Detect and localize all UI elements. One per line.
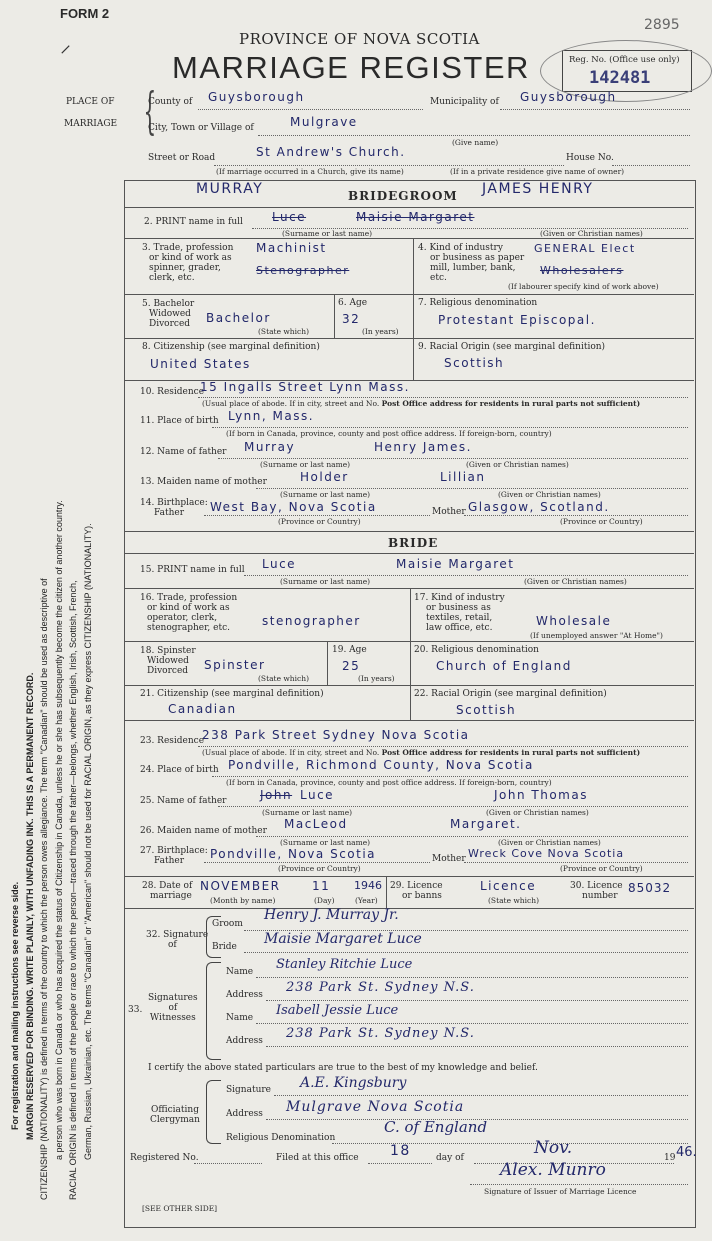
divider (124, 294, 694, 295)
divider (368, 1163, 432, 1164)
divider (198, 397, 688, 398)
witness-2-name-label: Name (226, 1013, 254, 1023)
field-14-mother-caption: (Province or Country) (560, 517, 643, 526)
field-4-l2: or business as paper (430, 253, 525, 263)
field-10-caption (202, 400, 640, 408)
municipality-value: Guysborough (520, 90, 617, 104)
field-12-surname: Murray (244, 440, 296, 454)
field-4-value-struck: Wholesalers (540, 264, 624, 277)
field-13-given: Lillian (440, 470, 486, 484)
certify-statement: I certify the above stated particulars are true to the best of my knowledge and belief. (148, 1063, 538, 1073)
field-6-label: 6. Age (338, 298, 368, 308)
field-7-label: 7. Religious denomination (418, 298, 538, 308)
divider (334, 294, 335, 338)
reg-no-value: 142481 (589, 68, 651, 88)
field-8-value: United States (150, 357, 251, 371)
house-no-label: House No. (566, 153, 614, 163)
field-5-label (142, 299, 194, 329)
witness-bracket (206, 962, 221, 1060)
field-4-l1: 4. Kind of industry (418, 243, 503, 253)
field-25-given: John Thomas (494, 788, 588, 802)
field-17-l1: 17. Kind of industry (414, 593, 505, 603)
field-17-l3: textiles, retail, (426, 613, 493, 623)
sidebar-line-2: MARGIN RESERVED FOR BINDING. WRITE PLAINLY, WITH UNFADING INK. THIS IS A PERMANENT RECORD. (24, 672, 35, 1140)
municipality-label: Municipality of (430, 97, 499, 107)
field-14-mother-label: Mother (432, 507, 466, 517)
field-15-given: Maisie Margaret (396, 557, 515, 571)
field-9-label: 9. Racial Origin (see marginal definition) (418, 342, 606, 352)
field-29-label (390, 881, 443, 901)
field-18-l2: Widowed (147, 656, 189, 666)
field-25-struck: John (260, 788, 293, 802)
divider (124, 207, 694, 208)
clergy-signature: A.E. Kingsbury (300, 1075, 407, 1091)
divider (124, 338, 694, 339)
field-3-l4: clerk, etc. (149, 273, 195, 283)
municipality-line (500, 109, 690, 110)
field-16-l3: operator, clerk, (147, 613, 218, 623)
field-17-l2: or business as (426, 603, 491, 613)
field-18-value: Spinster (204, 658, 266, 672)
field-6-value: 32 (342, 312, 361, 326)
field-2-label-text: 2. PRINT name in full (144, 217, 243, 227)
divider (212, 427, 688, 428)
bride-sig-label: Bride (212, 942, 237, 952)
field-28-l2: marriage (150, 891, 192, 901)
field-4-l4: etc. (430, 273, 447, 283)
witness-2-address: 238 Park St. Sydney N.S. (286, 1026, 475, 1041)
field-23-caption-a: (Usual place of abode. If in city, street and No. (202, 748, 380, 757)
divider (274, 1095, 688, 1096)
field-32-l1: 32. Signature (146, 930, 209, 940)
filed-year: 46. (676, 1145, 697, 1160)
divider (124, 238, 694, 239)
field-28-month-caption: (Month by name) (210, 896, 276, 905)
year-prefix: 19 (664, 1153, 676, 1163)
sidebar-line-4: a person who was born in Canada or who has acquired the status of Citizenship in Canada, unless he or she has subsequently become the citizen of another country. (53, 500, 64, 1160)
field-2-given-caption: (Given or Christian names) (540, 229, 643, 238)
groom-section-header: BRIDEGROOM (348, 189, 458, 203)
street-label: Street or Road (148, 153, 216, 163)
field-17-caption: (If unemployed answer "At Home") (530, 631, 663, 640)
field-2-surname: Luce (272, 210, 307, 224)
place-label-2: MARRIAGE (64, 119, 118, 129)
divider (124, 720, 694, 721)
field-4-value: GENERAL Elect (534, 242, 636, 255)
residence-note: (If in a private residence give name of owner) (450, 167, 625, 176)
field-28-day: 11 (312, 879, 331, 893)
divider (266, 1000, 688, 1001)
street-value: St Andrew's Church. (256, 145, 406, 159)
archive-number: 2895 (644, 17, 680, 33)
field-3-l3: spinner, grader, (149, 263, 221, 273)
sidebar-line-5: RACIAL ORIGIN is defined in terms of the people or race to which the person—traced through the father—belongs, whether English, Irish, Scottish, French, (68, 580, 78, 1200)
field-3-value-struck: Stenographer (256, 264, 350, 277)
officiating-bracket (206, 1080, 221, 1144)
field-20-label: 20. Religious denomination (414, 645, 539, 655)
field-12-label: 12. Name of father (140, 447, 227, 457)
divider (244, 575, 688, 576)
field-28-l1: 28. Date of (142, 881, 193, 891)
field-27-mother: Wreck Cove Nova Scotia (468, 847, 625, 860)
field-18-caption: (State which) (258, 674, 309, 683)
officiating-label (150, 1105, 200, 1125)
field-4-label (418, 243, 524, 283)
field-14-father: West Bay, Nova Scotia (210, 500, 377, 514)
field-18-label (140, 646, 196, 676)
field-14-father-label: Father (154, 508, 185, 518)
field-5-l2: Widowed (149, 309, 191, 319)
field-17-label (414, 593, 505, 633)
filed-label: Filed at this office (276, 1153, 359, 1163)
field-33-label: 33. (128, 1005, 143, 1015)
witness-label-l1: Signatures (148, 993, 198, 1003)
field-4-l3: mill, lumber, bank, (430, 263, 516, 273)
province-heading: PROVINCE OF NOVA SCOTIA (239, 30, 480, 48)
divider (332, 1143, 688, 1144)
groom-signature: Henry J. Murray Jr. (264, 907, 399, 923)
field-18-l1: 18. Spinster (140, 646, 196, 656)
field-26-surname-caption: (Surname or last name) (280, 838, 371, 847)
field-2-given: Maisie Margaret (356, 210, 475, 224)
clergy-address: Mulgrave Nova Scotia (286, 1099, 465, 1115)
field-19-value: 25 (342, 659, 361, 673)
field-28-year: 1946 (354, 879, 382, 892)
issuer-signature: Alex. Munro (500, 1160, 606, 1180)
field-27-father-label: Father (154, 856, 185, 866)
field-16-l1: 16. Trade, profession (140, 593, 238, 603)
field-13-given-caption: (Given or Christian names) (498, 490, 601, 499)
field-24-caption: (If born in Canada, province, county and post office address. If foreign-born, country) (226, 778, 552, 787)
field-17-l4: law office, etc. (426, 623, 493, 633)
field-10-label: 10. Residence (140, 387, 205, 397)
field-8-label: 8. Citizenship (see marginal definition) (142, 342, 320, 352)
field-15-surname-caption: (Surname or last name) (280, 577, 371, 586)
street-line (214, 165, 564, 166)
divider (464, 862, 688, 863)
divider (124, 876, 694, 877)
field-17-value: Wholesale (536, 614, 612, 628)
sidebar-instructions (8, 160, 95, 1200)
witness-label-l3: Witnesses (149, 1013, 196, 1023)
field-27-father: Pondville, Nova Scotia (210, 847, 377, 861)
field-11-value: Lynn, Mass. (228, 409, 315, 423)
field-3-l1: 3. Trade, profession (142, 243, 234, 253)
divider (256, 1023, 688, 1024)
groom-sig-label: Groom (212, 919, 243, 929)
registered-label: Registered No. (130, 1153, 199, 1163)
field-32-l2: of (168, 940, 177, 950)
field-22-value: Scottish (456, 703, 517, 717)
city-line (258, 135, 690, 136)
field-27-label (140, 846, 208, 866)
field-26-surname: MacLeod (284, 817, 348, 831)
divider (256, 977, 688, 978)
groom-header-surname: MURRAY (196, 181, 264, 197)
groom-header-given: JAMES HENRY (482, 181, 594, 197)
field-9-value: Scottish (444, 356, 505, 370)
see-other-side: [SEE OTHER SIDE] (142, 1204, 218, 1213)
field-21-value: Canadian (168, 702, 237, 716)
divider (386, 876, 387, 908)
field-27-mother-label: Mother (432, 854, 466, 864)
field-25-surname: Luce (300, 788, 335, 802)
witness-1-name-label: Name (226, 967, 254, 977)
field-28-day-caption: (Day) (314, 896, 335, 905)
divider (204, 515, 430, 516)
field-26-given-caption: (Given or Christian names) (498, 838, 601, 847)
field-20-value: Church of England (436, 659, 572, 673)
officiating-label-l2: Clergyman (150, 1115, 200, 1125)
divider (124, 908, 694, 909)
field-26-label: 26. Maiden name of mother (140, 826, 267, 836)
field-3-l2: or kind of work as (149, 253, 232, 263)
divider (470, 1184, 688, 1185)
divider (124, 588, 694, 589)
reg-no-label: Reg. No. (Office use only) (569, 55, 680, 65)
place-brace: { (143, 82, 157, 140)
place-label-1: PLACE OF (66, 97, 115, 107)
divider (204, 862, 430, 863)
field-21-label: 21. Citizenship (see marginal definition) (140, 689, 324, 699)
witness-label (148, 993, 198, 1023)
divider (194, 1163, 262, 1164)
witness-1-address-label: Address (226, 990, 263, 1000)
divider (327, 641, 328, 685)
divider (212, 776, 688, 777)
county-label: County of (148, 97, 193, 107)
divider (256, 836, 688, 837)
house-no-line (612, 165, 690, 166)
field-2-surname-caption: (Surname or last name) (282, 229, 373, 238)
witness-2-address-label: Address (226, 1036, 263, 1046)
field-12-given-caption: (Given or Christian names) (466, 460, 569, 469)
field-14-label (140, 498, 208, 518)
field-25-surname-caption: (Surname or last name) (262, 808, 353, 817)
field-23-caption (202, 749, 640, 757)
bride-signature: Maisie Margaret Luce (264, 931, 422, 947)
divider (124, 531, 694, 532)
field-16-value: stenographer (262, 614, 361, 628)
field-5-l1: 5. Bachelor (142, 299, 195, 309)
field-23-label: 23. Residence (140, 736, 205, 746)
field-13-label: 13. Maiden name of mother (140, 477, 267, 487)
corner-mark: ⸍ (60, 42, 72, 67)
field-16-label (140, 593, 237, 633)
divider (124, 641, 694, 642)
witness-label-l2: of (168, 1003, 178, 1013)
clergy-denomination: C. of England (384, 1118, 488, 1136)
field-10-caption-b: Post Office address for residents in rural parts not sufficient) (381, 399, 641, 408)
bride-section-header: BRIDE (388, 536, 439, 550)
field-29-caption: (State which) (488, 896, 539, 905)
field-5-caption: (State which) (258, 327, 309, 336)
field-4-caption: (If labourer specify kind of work above) (508, 282, 659, 291)
divider (124, 553, 694, 554)
sidebar-line-6: German, Russian, Ukrainian, etc. The terms "Canadian" or "American" should not be used for RACIAL ORIGIN, as they express CITIZENSHIP (NATIONALITY). (82, 523, 93, 1160)
field-30-l2: number (582, 891, 618, 901)
field-15-given-caption: (Given or Christian names) (524, 577, 627, 586)
field-28-month: NOVEMBER (200, 879, 281, 893)
sidebar-line-1: For registration and mailing instructions see reverse side. (10, 881, 20, 1130)
field-30-label (570, 881, 623, 901)
issuer-caption: Signature of Issuer of Marriage Licence (484, 1187, 637, 1196)
field-15-surname: Luce (262, 557, 297, 571)
field-14-mother: Glasgow, Scotland. (468, 500, 610, 514)
divider (464, 515, 688, 516)
field-16-l2: or kind of work as (147, 603, 230, 613)
divider (256, 488, 688, 489)
field-10-value: 15 Ingalls Street Lynn Mass. (200, 380, 410, 394)
filed-month: Nov. (534, 1138, 573, 1158)
county-value: Guysborough (208, 90, 305, 104)
field-27-mother-caption: (Province or Country) (560, 864, 643, 873)
field-13-surname: Holder (300, 470, 349, 484)
field-22-label: 22. Racial Origin (see marginal definition) (414, 689, 607, 699)
officiating-label-l1: Officiating (150, 1105, 199, 1115)
field-11-label: 11. Place of birth (140, 416, 219, 426)
field-23-caption-b: Post Office address for residents in rural parts not sufficient) (381, 748, 641, 757)
field-27-father-caption: (Province or Country) (278, 864, 361, 873)
field-7-value: Protestant Episcopal. (438, 313, 596, 327)
divider (218, 806, 688, 807)
give-name-caption: (Give name) (452, 138, 499, 147)
field-14-father-caption: (Province or Country) (278, 517, 361, 526)
field-18-l3: Divorced (147, 666, 189, 676)
field-25-given-caption: (Given or Christian names) (486, 808, 589, 817)
divider (413, 238, 414, 380)
field-25-label: 25. Name of father (140, 796, 227, 806)
clergy-denom-label: Religious Denomination (226, 1133, 336, 1143)
field-10-caption-a: (Usual place of abode. If in city, street and No. (202, 399, 380, 408)
field-15-label: 15. PRINT name in full (140, 565, 245, 575)
field-3-value: Machinist (256, 241, 327, 255)
field-13-surname-caption: (Surname or last name) (280, 490, 371, 499)
field-16-l4: stenographer, etc. (147, 623, 230, 633)
field-24-value: Pondville, Richmond County, Nova Scotia (228, 758, 534, 772)
divider (198, 746, 688, 747)
field-3-label (142, 243, 233, 283)
field-24-label: 24. Place of birth (140, 765, 219, 775)
field-2-label (144, 218, 243, 227)
divider (244, 952, 688, 953)
city-value: Mulgrave (290, 115, 358, 129)
field-6-caption: (In years) (362, 327, 399, 336)
field-30-value: 85032 (628, 881, 672, 895)
divider (218, 458, 688, 459)
divider (124, 685, 694, 686)
witness-1-address: 238 Park St. Sydney N.S. (286, 980, 475, 995)
filed-day: 18 (390, 1143, 411, 1159)
field-27-l1: 27. Birthplace: (140, 846, 208, 856)
form-label: FORM 2 (60, 6, 110, 21)
field-28-year-caption: (Year) (355, 896, 378, 905)
field-12-surname-caption: (Surname or last name) (260, 460, 351, 469)
sidebar-line-3: CITIZENSHIP (NATIONALITY) is defined in terms of the country to which the person owes allegiance. The term "Canadian" should be used as descriptive of (39, 578, 49, 1200)
divider (410, 588, 411, 720)
field-28-label (142, 881, 192, 901)
field-30-l1: 30. Licence (570, 881, 623, 891)
field-19-label: 19. Age (332, 645, 367, 655)
field-29-l2: or banns (402, 891, 442, 901)
field-26-given: Margaret. (450, 817, 522, 831)
field-5-value: Bachelor (206, 311, 271, 325)
city-label: City, Town or Village of (148, 123, 254, 133)
field-5-l3: Divorced (149, 319, 191, 329)
clergy-address-label: Address (226, 1109, 263, 1119)
field-14-l1: 14. Birthplace: (140, 498, 208, 508)
witness-2-name: Isabell Jessie Luce (276, 1003, 399, 1018)
church-note: (If marriage occurred in a Church, give its name) (216, 167, 404, 176)
clergy-sig-label: Signature (226, 1085, 272, 1095)
field-29-value: Licence (480, 879, 537, 893)
witness-1-name: Stanley Ritchie Luce (276, 957, 413, 972)
field-12-given: Henry James. (374, 440, 472, 454)
field-23-value: 238 Park Street Sydney Nova Scotia (202, 728, 470, 742)
divider (266, 1046, 688, 1047)
field-19-caption: (In years) (358, 674, 395, 683)
field-29-l1: 29. Licence (390, 881, 443, 891)
day-of-label: day of (436, 1153, 464, 1163)
field-32-label (146, 930, 208, 950)
field-11-caption: (If born in Canada, province, county and post office address. If foreign-born, country) (226, 429, 552, 438)
county-line (198, 109, 423, 110)
page-title: MARRIAGE REGISTER (172, 50, 530, 85)
